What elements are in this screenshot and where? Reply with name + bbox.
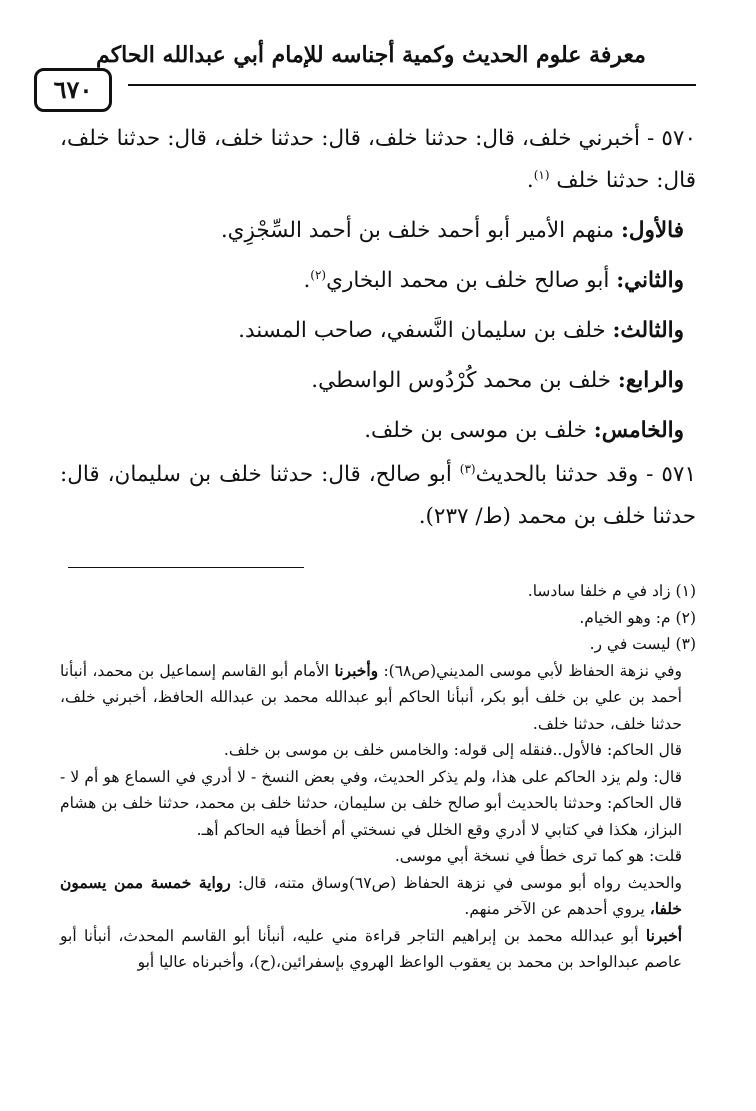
list-item-label: والرابع: [617,368,684,393]
fn-bold: وأخبرنا [334,660,379,680]
footnote-paragraph: قال الحاكم: فالأول..فنقله إلى قوله: والخامس خلف بن موسى بن خلف. [223,741,682,759]
list-item-text: منهم الأمير أبو أحمد خلف بن أحمد السِّجْزِي. [220,218,621,243]
footnote-paragraph: قال: ولم يزد الحاكم على هذا، ولم يذكر الحديث، وفي بعض النسخ - لا أدري في السماع هو أم لا - قال الحاكم: وحدثنا بالحديث أبو صالح خلف بن سليمان، حدثنا خلف بن محمد، حدثنا خلف بن هشام البزاز، هكذا في كتابي لا أدري وقع الخلل في نسختي أم أخطأ فيه الحاكم أهـ. [60,767,682,839]
list-item [60,210,696,252]
narrators-list [60,210,696,452]
hadith-570 [60,118,696,202]
list-item-label: والثاني: [616,268,684,293]
running-title: معرفة علوم الحديث وكمية أجناسه للإمام أبي عبدالله الحاكم [96,42,646,68]
fn-text: وفي نزهة الحفاظ لأبي موسى المديني(ص٦٨): [378,661,683,680]
footnote-1: (١) زاد في م خلفا سادسا. [527,582,696,600]
footnote-separator [68,567,304,568]
hadith-571-text [60,454,696,538]
footnote-3: (٣) ليست في ر. [589,635,696,653]
footnote-ref-3: (٣) [459,461,476,476]
list-item [60,310,696,352]
list-item [60,360,696,402]
list-item-text: خلف بن موسى بن خلف. [364,418,594,443]
hadith-570-end: . [526,168,534,193]
hadith-571 [60,454,696,538]
list-item [60,410,696,452]
list-item-label: والخامس: [593,418,684,443]
footnote-paragraph [60,870,696,923]
list-item [60,260,696,302]
list-item-text: خلف بن محمد كُرْدُوس الواسطي. [311,368,618,393]
list-item-text: أبو صالح خلف بن محمد البخاري [326,268,617,293]
fn-text: الأمام أبو القاسم إسماعيل بن محمد، أنبأنا أحمد بن علي بن خلف أبو بكر، أنبأنا الحاكم أبو عبدالله محمد بن عبدالله الحافظ، أخبرني خلف، حدثنا خلف، حدثنا خلف. [60,661,682,733]
fn-text: أبو عبدالله محمد بن إبراهيم التاجر قراءة مني عليه، أنبأنا أبو القاسم المحدث، أنبأنا أبو عاصم عبدالواحد بن محمد بن يعقوب الواعظ الهروي بإسفرائين،(ح)، وأخبرناه عاليا أبو [60,926,682,971]
footnote-paragraph [60,923,696,976]
hadith-571-body: ٥٧١ - وقد حدثنا بالحديث [475,462,696,487]
footnote-paragraph [60,658,696,738]
list-item-label: فالأول: [620,218,684,243]
footnote-ref-1: (١) [533,167,550,182]
hadith-570-body: ٥٧٠ - أخبرني خلف، قال: حدثنا خلف، قال: حدثنا خلف، قال: حدثنا خلف، قال: حدثنا خلف [60,126,696,193]
hadith-571-body-cont: أبو صالح، قال: حدثنا خلف بن سليمان، قال: حدثنا خلف بن محمد (ط/ ٢٣٧). [60,462,696,529]
page-header [46,40,696,104]
footnotes [60,578,696,976]
fn-text: يروي أحدهم عن الآخر منهم. [464,900,650,918]
fn-text: والحديث رواه أبو موسى في نزهة الحفاظ (ص٦٧)وساق متنه، قال: [230,873,682,892]
footnote-paragraph: قلت: هو كما ترى خطأ في نسخة أبي موسى. [394,847,682,865]
header-rule [128,84,696,86]
fn-bold: أخبرنا [645,925,682,945]
footnote-ref-2: (٢) [310,267,327,282]
list-item-end: . [303,268,311,293]
footnote-2: (٢) م: وهو الخيام. [579,608,696,627]
hadith-570-text [60,118,696,202]
fn-bold: رواية خمسة ممن يسمون خلفا، [60,872,682,918]
page-number: ٦٧٠ [34,68,112,112]
list-item-label: والثالث: [612,318,684,343]
list-item-text: خلف بن سليمان النَّسفي، صاحب المسند. [238,318,613,343]
